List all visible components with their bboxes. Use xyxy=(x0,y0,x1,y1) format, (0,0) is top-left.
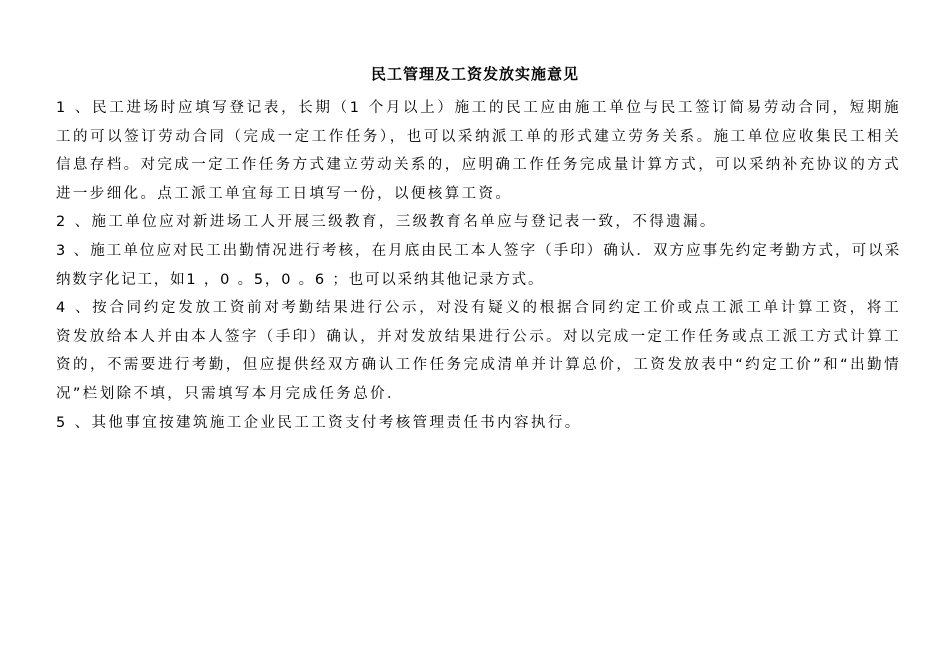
document-body xyxy=(56,94,901,437)
paragraph-1: 1 、民工进场时应填写登记表，长期（1 个月以上）施工的民工应由施工单位与民工签订简易劳动合同，短期施工的可以签订劳动合同（完成一定工作任务），也可以采纳派工单的形式建立劳务关系。施工单位应收集民工相关信息存档。对完成一定工作任务方式建立劳动关系的，应明确工作任务完成量计算方式，可以采纳补充协议的方式进一步细化。点工派工单宜每工日填写一份，以便核算工资。 xyxy=(56,100,901,202)
paragraph-5: 5 、其他事宜按建筑施工企业民工工资支付考核管理责任书内容执行。 xyxy=(56,414,582,431)
paragraph-2: 2 、施工单位应对新进场工人开展三级教育，三级教育名单应与登记表一致，不得遗漏。 xyxy=(56,214,717,231)
document-title: 民工管理及工资发放实施意见 xyxy=(370,65,579,83)
paragraph-3: 3 、施工单位应对民工出勤情况进行考核，在月底由民工本人签字（手印）确认．双方应事先约定考勤方式，可以采纳数字化记工，如1 ，0 。5，0 。6 ；也可以采纳其他记录方式。 xyxy=(56,242,901,288)
paragraph-4: 4 、按合同约定发放工资前对考勤结果进行公示，对没有疑义的根据合同约定工价或点工派工单计算工资，将工资发放给本人并由本人签字（手印）确认，并对发放结果进行公示。对以完成一定工作任务或点工派工方式计算工资的，不需要进行考勤，但应提供经双方确认工作任务完成清单并计算总价，工资发放表中“约定工价”和“出勤情况”栏划除不填，只需填写本月完成任务总价． xyxy=(56,300,901,402)
